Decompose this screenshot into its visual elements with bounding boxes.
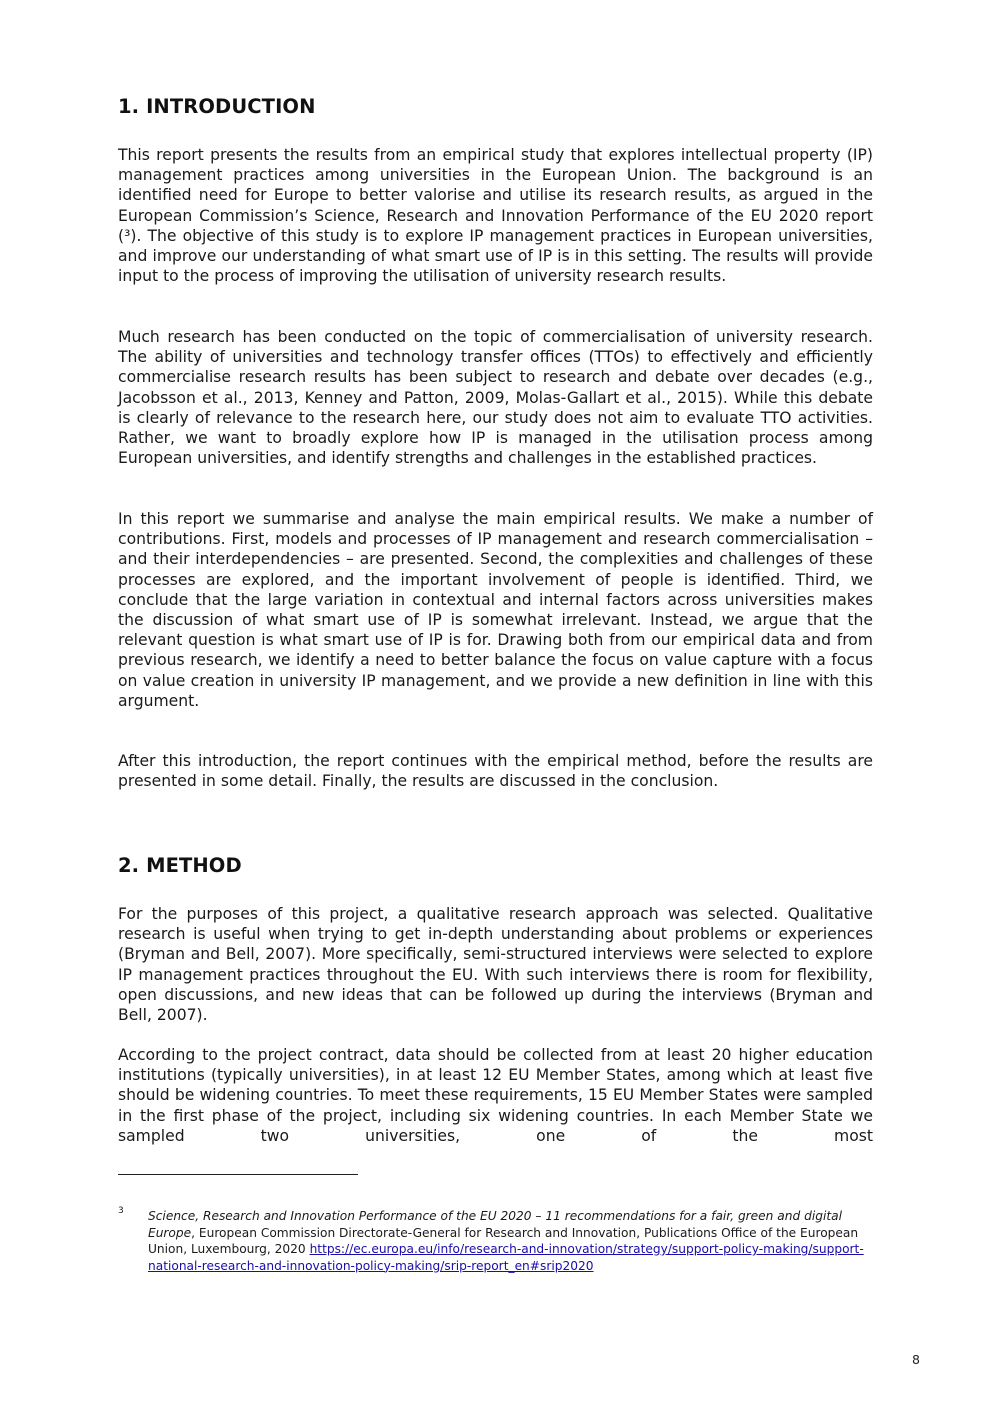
method-paragraph-2: According to the project contract, data should be collected from at least 20 higher education institutions (typically universities), in at least 12 EU Member States, among which at least five should be widening countries. To meet these requirements, 15 EU Member States were sampled in the first phase of the project, including six widening countries. In each Member State we sampled two universities, one of the most <box>118 1046 873 1145</box>
section-heading-method: 2. METHOD <box>118 854 242 877</box>
footnote-separator <box>118 1174 358 1175</box>
method-paragraph-1: For the purposes of this project, a qualitative research approach was selected. Qualitative research is useful when trying to get in-depth understanding about problems or experiences (Bryman and Bell, 2007). More specifically, semi-structured interviews were selected to explore IP management practices throughout the EU. With such interviews there is room for flexibility, open discussions, and new ideas that can be followed up during the interviews (Bryman and Bell, 2007). <box>118 905 873 1025</box>
page-number: 8 <box>912 1352 920 1367</box>
section-heading-introduction: 1. INTRODUCTION <box>118 95 316 118</box>
intro-paragraph-1: This report presents the results from an empirical study that explores intellectual property (IP) management practices among universities in the European Union. The background is an identified need for Europe to better valorise and utilise its research results, as argued in the European Commission’s Science, Research and Innovation Performance of the EU 2020 report (³). The objective of this study is to explore IP management practices in European universities, and improve our understanding of what smart use of IP is in this setting. The results will provide input to the process of improving the utilisation of university research results. <box>118 146 873 286</box>
footnote-text <box>148 1208 873 1274</box>
footnote-title: Science, Research and Innovation Performance of the EU 2020 – 11 recommendations for a fair, green and digital Europe <box>148 1209 842 1240</box>
intro-paragraph-4: After this introduction, the report continues with the empirical method, before the results are presented in some detail. Finally, the results are discussed in the conclusion. <box>118 752 873 791</box>
footnote-body: , European Commission Directorate-General for Research and Innovation, Publications Office of the European Union, Luxembourg, 2020 <box>148 1225 859 1256</box>
intro-paragraph-2: Much research has been conducted on the topic of commercialisation of university research. The ability of universities and technology transfer offices (TTOs) to effectively and efficiently commercialise research results has been subject to research and debate over decades (e.g., Jacobsson et al., 2013, Kenney and Patton, 2009, Molas-Gallart et al., 2015). While this debate is clearly of relevance to the research here, our study does not aim to evaluate TTO activities. Rather, we want to broadly explore how IP is managed in the utilisation process among European universities, and identify strengths and challenges in the established practices. <box>118 328 873 468</box>
intro-paragraph-3: In this report we summarise and analyse the main empirical results. We make a number of contributions. First, models and processes of IP management and research commercialisation – and their interdependencies – are presented. Second, the complexities and challenges of these processes are explored, and the important involvement of people is identified. Third, we conclude that the large variation in contextual and internal factors across universities makes the discussion of what smart use of IP is somewhat irrelevant. Instead, we argue that the relevant question is what smart use of IP is for. Drawing both from our empirical data and from previous research, we identify a need to better balance the focus on value capture with a focus on value creation in university IP management, and we provide a new definition in line with this argument. <box>118 510 873 710</box>
footnote-link[interactable]: https://ec.europa.eu/info/research-and-innovation/strategy/support-policy-making/support-national-research-and-innovation-policy-making/srip-report_en#srip2020 <box>148 1242 864 1273</box>
footnote-number: 3 <box>118 1206 124 1216</box>
